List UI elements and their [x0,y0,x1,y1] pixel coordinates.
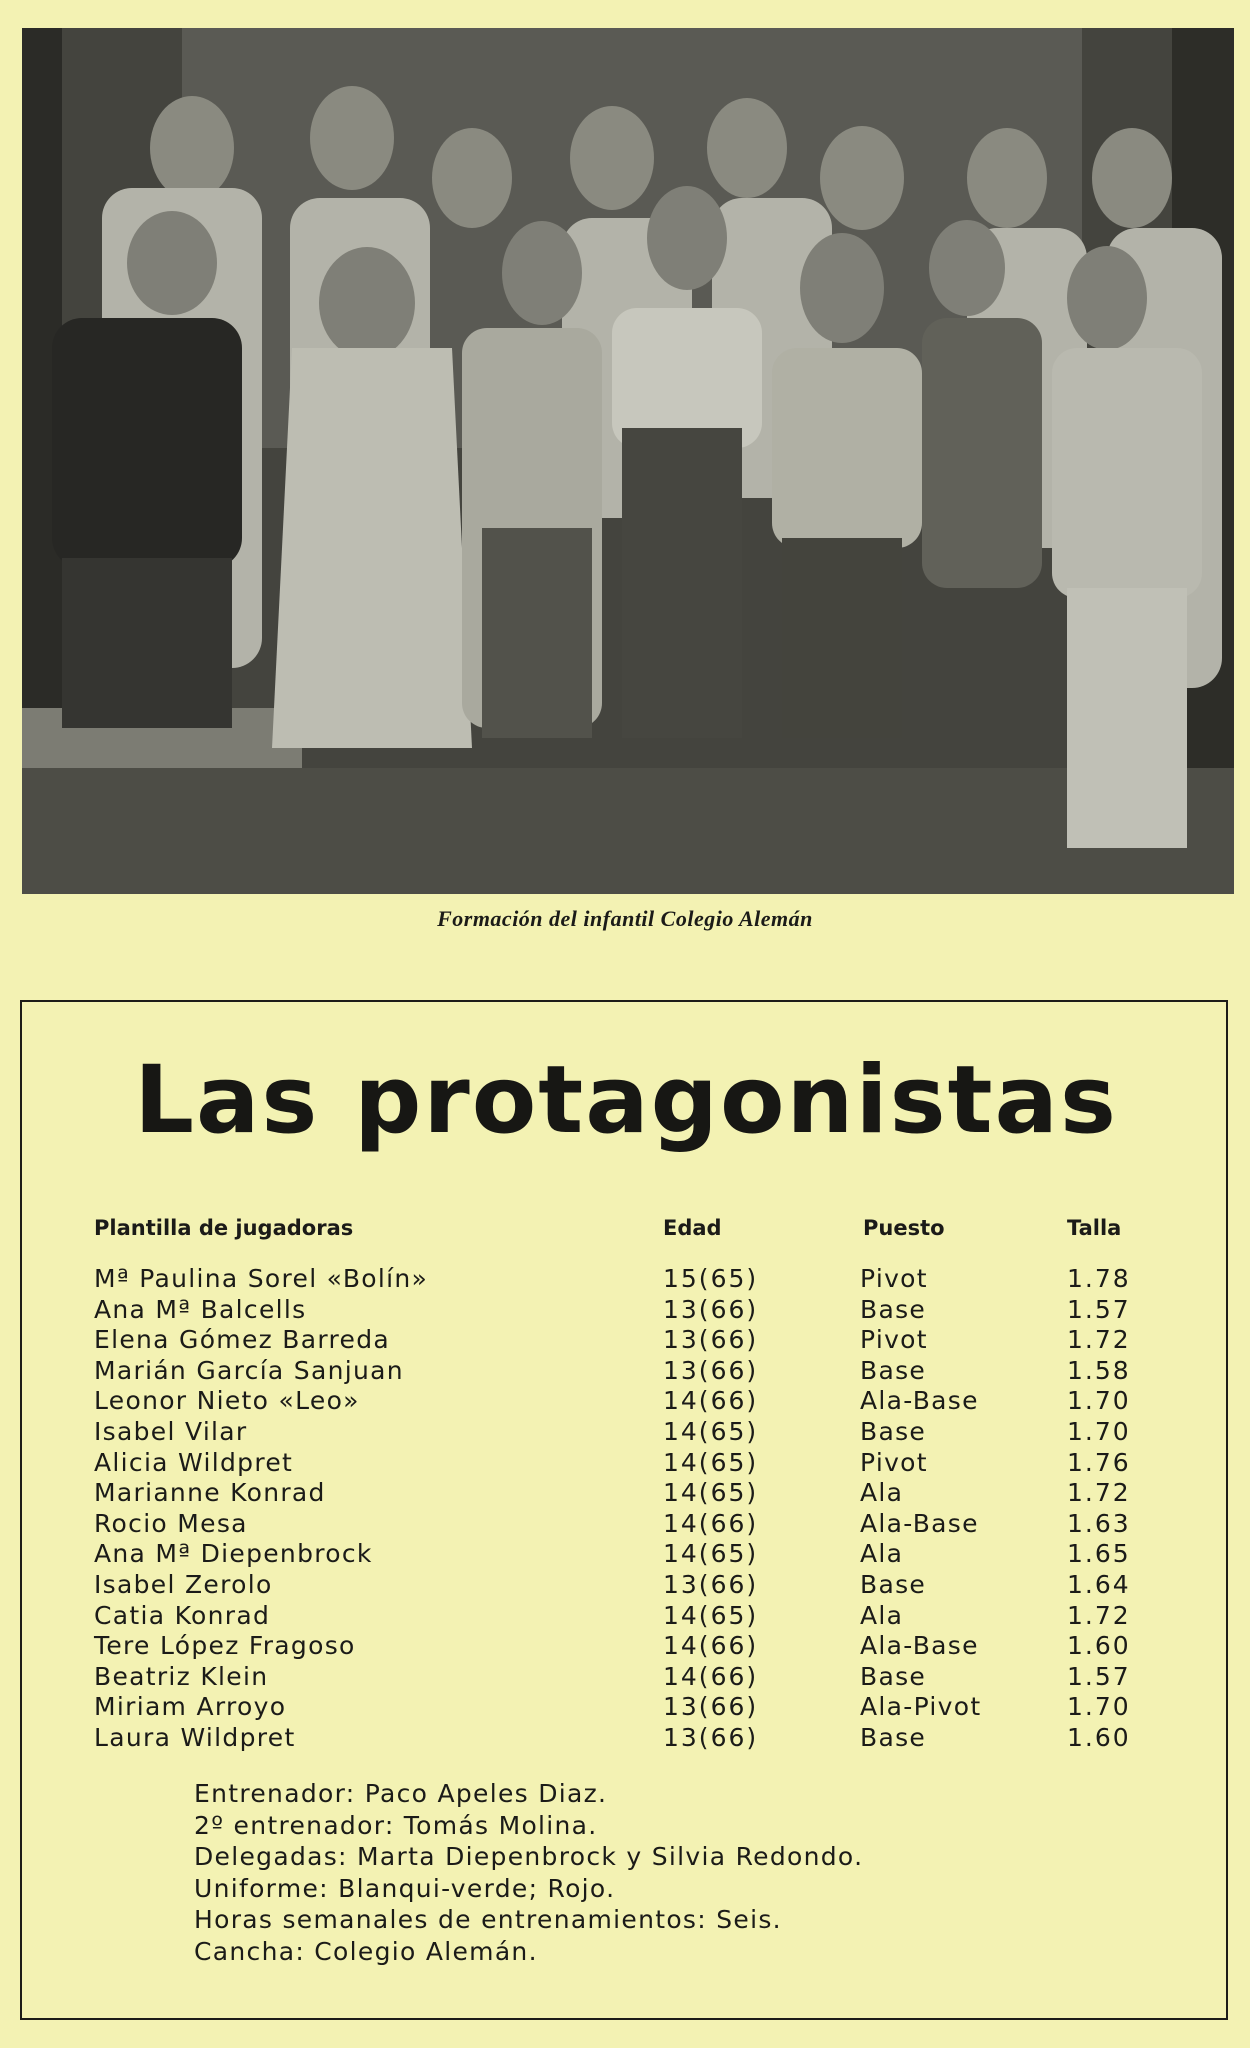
player-age: 14(65) [663,1600,759,1630]
player-height: 1.64 [1067,1569,1131,1599]
player-position: Pivot [860,1264,928,1293]
player-height: 1.65 [1067,1539,1131,1569]
player-age: 14(65) [663,1478,759,1508]
player-name: Isabel Zerolo [94,1569,273,1599]
player-name: Isabel Vilar [94,1416,248,1446]
table-row [22,1386,1230,1417]
court-line: Cancha: Colegio Alemán. [194,1936,538,1966]
player-age: 13(66) [663,1722,759,1752]
header-position: Puesto [863,1216,945,1240]
player-height: 1.78 [1067,1264,1131,1293]
player-age: 15(65) [663,1264,759,1293]
article-box [20,1000,1228,2020]
player-position: Ala-Base [860,1386,979,1416]
table-row [22,1356,1230,1387]
player-position: Base [860,1722,927,1752]
player-name: Marián García Sanjuan [94,1355,404,1385]
player-height: 1.70 [1067,1692,1131,1722]
player-height: 1.57 [1067,1294,1131,1324]
table-row [22,1264,1230,1295]
player-name: Ana Mª Diepenbrock [94,1539,373,1569]
player-position: Ala-Base [860,1631,979,1661]
uniform-line: Uniforme: Blanqui-verde; Rojo. [194,1873,616,1903]
player-position: Base [860,1294,927,1324]
player-position: Ala [860,1539,904,1569]
player-age: 13(66) [663,1355,759,1385]
player-position: Pivot [860,1447,928,1477]
player-position: Ala-Base [860,1508,979,1538]
player-position: Ala [860,1478,904,1508]
player-name: Beatriz Klein [94,1661,269,1691]
player-age: 14(66) [663,1661,759,1691]
player-position: Base [860,1355,927,1385]
player-name: Rocio Mesa [94,1508,248,1538]
photo-caption: Formación del infantil Colegio Alemán [437,906,813,931]
player-position: Ala-Pivot [860,1692,982,1722]
player-position: Base [860,1416,927,1446]
headline: Las protagonistas [134,1046,1118,1155]
table-row [22,1448,1230,1479]
player-age: 13(66) [663,1569,759,1599]
player-height: 1.60 [1067,1722,1131,1752]
player-height: 1.72 [1067,1325,1131,1355]
table-row [22,1723,1230,1754]
table-row [22,1478,1230,1509]
table-row [22,1662,1230,1693]
roster-table [22,1264,1230,1754]
team-photo [22,28,1234,894]
table-row [22,1509,1230,1540]
coach-line: Entrenador: Paco Apeles Diaz. [194,1779,608,1808]
table-row [22,1631,1230,1662]
player-age: 14(65) [663,1539,759,1569]
player-age: 13(66) [663,1692,759,1722]
header-name: Plantilla de jugadoras [94,1216,354,1240]
player-age: 14(65) [663,1416,759,1446]
player-age: 14(66) [663,1631,759,1661]
player-height: 1.57 [1067,1661,1131,1691]
player-age: 14(66) [663,1508,759,1538]
player-height: 1.60 [1067,1631,1131,1661]
player-height: 1.76 [1067,1447,1131,1477]
table-row [22,1692,1230,1723]
player-name: Ana Mª Balcells [94,1294,307,1324]
player-height: 1.63 [1067,1508,1131,1538]
header-age: Edad [663,1216,722,1240]
player-name: Miriam Arroyo [94,1692,287,1722]
player-name: Leonor Nieto «Leo» [94,1386,360,1416]
player-position: Base [860,1661,927,1691]
player-position: Ala [860,1600,904,1630]
player-name: Mª Paulina Sorel «Bolín» [94,1264,429,1293]
player-position: Pivot [860,1325,928,1355]
table-row [22,1417,1230,1448]
table-row [22,1570,1230,1601]
player-name: Alicia Wildpret [94,1447,294,1477]
table-row [22,1295,1230,1326]
training-hours-line: Horas semanales de entrenamientos: Seis. [194,1905,782,1934]
player-height: 1.58 [1067,1355,1131,1385]
player-name: Elena Gómez Barreda [94,1325,391,1355]
assistant-coach-line: 2º entrenador: Tomás Molina. [194,1810,598,1840]
player-age: 13(66) [663,1294,759,1324]
table-row [22,1539,1230,1570]
player-age: 13(66) [663,1325,759,1355]
delegates-line: Delegadas: Marta Diepenbrock y Silvia Redondo. [194,1842,864,1871]
player-name: Tere López Fragoso [94,1631,356,1661]
player-height: 1.72 [1067,1478,1131,1508]
player-height: 1.72 [1067,1600,1131,1630]
player-height: 1.70 [1067,1386,1131,1416]
table-row [22,1325,1230,1356]
table-row [22,1601,1230,1632]
player-age: 14(66) [663,1386,759,1416]
header-height: Talla [1067,1216,1122,1240]
player-height: 1.70 [1067,1416,1131,1446]
player-name: Laura Wildpret [94,1722,296,1752]
team-photo-icon [22,28,1234,894]
player-name: Catia Konrad [94,1600,271,1630]
player-name: Marianne Konrad [94,1478,326,1508]
player-position: Base [860,1569,927,1599]
player-age: 14(65) [663,1447,759,1477]
team-info [194,1778,863,1967]
